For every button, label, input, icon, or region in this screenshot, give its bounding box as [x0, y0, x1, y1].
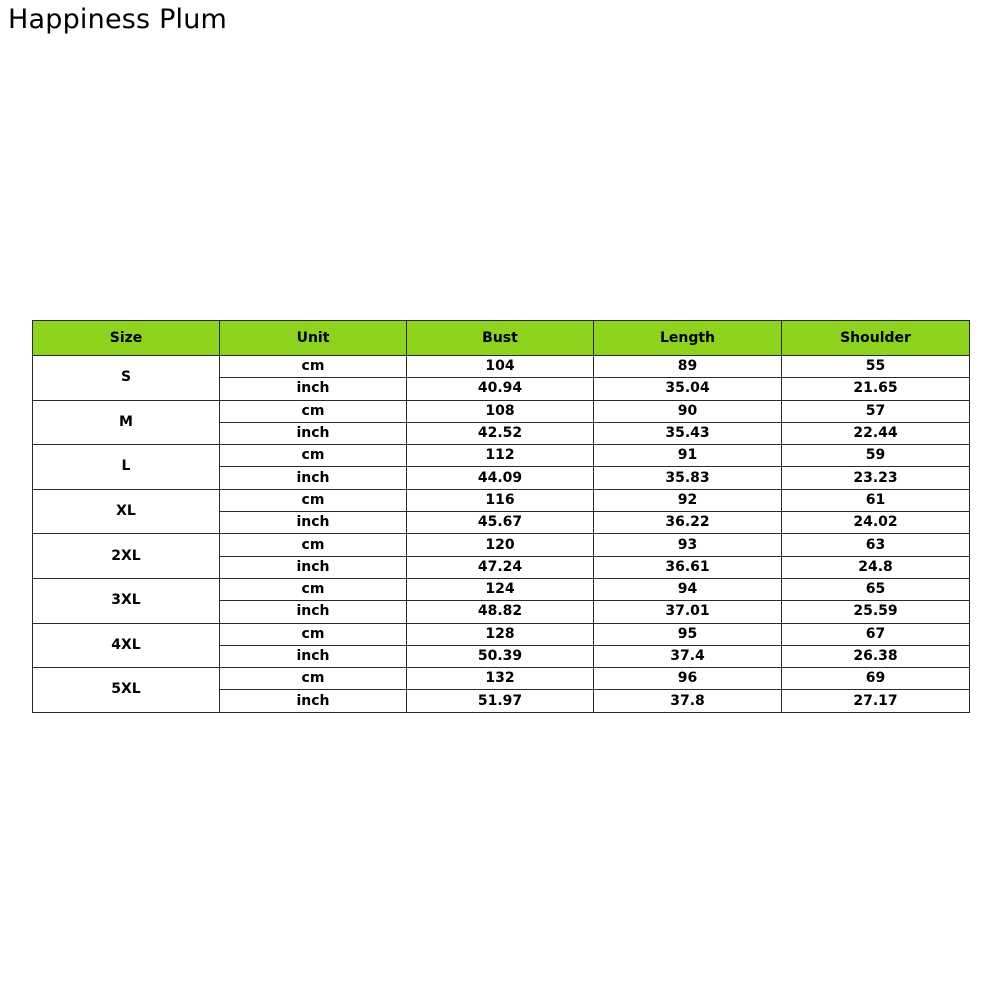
header-length: Length	[594, 321, 782, 356]
shoulder-cell: 24.8	[782, 556, 970, 578]
unit-cell: cm	[220, 623, 407, 645]
length-cell: 37.4	[594, 645, 782, 667]
table-body	[33, 356, 970, 713]
length-cell: 90	[594, 400, 782, 422]
unit-cell: cm	[220, 489, 407, 511]
length-cell: 35.04	[594, 378, 782, 400]
shoulder-cell: 22.44	[782, 422, 970, 444]
length-cell: 35.83	[594, 467, 782, 489]
length-cell: 37.01	[594, 601, 782, 623]
shoulder-cell: 61	[782, 489, 970, 511]
unit-cell: cm	[220, 534, 407, 556]
shoulder-cell: 55	[782, 356, 970, 378]
length-cell: 89	[594, 356, 782, 378]
bust-cell: 120	[407, 534, 594, 556]
shoulder-cell: 69	[782, 668, 970, 690]
bust-cell: 48.82	[407, 601, 594, 623]
shoulder-cell: 25.59	[782, 601, 970, 623]
header-row	[33, 321, 970, 356]
header-size: Size	[33, 321, 220, 356]
unit-cell: inch	[220, 556, 407, 578]
shoulder-cell: 65	[782, 578, 970, 600]
bust-cell: 45.67	[407, 512, 594, 534]
bust-cell: 124	[407, 578, 594, 600]
bust-cell: 50.39	[407, 645, 594, 667]
shoulder-cell: 67	[782, 623, 970, 645]
table-row	[33, 400, 970, 422]
bust-cell: 40.94	[407, 378, 594, 400]
size-label: S	[33, 356, 220, 401]
table-row	[33, 356, 970, 378]
header-bust: Bust	[407, 321, 594, 356]
header-unit: Unit	[220, 321, 407, 356]
length-cell: 36.22	[594, 512, 782, 534]
shoulder-cell: 21.65	[782, 378, 970, 400]
length-cell: 95	[594, 623, 782, 645]
bust-cell: 104	[407, 356, 594, 378]
bust-cell: 47.24	[407, 556, 594, 578]
header-shoulder: Shoulder	[782, 321, 970, 356]
unit-cell: inch	[220, 467, 407, 489]
bust-cell: 116	[407, 489, 594, 511]
size-label: 3XL	[33, 578, 220, 623]
table-row	[33, 578, 970, 600]
size-label: 2XL	[33, 534, 220, 579]
bust-cell: 108	[407, 400, 594, 422]
unit-cell: cm	[220, 400, 407, 422]
unit-cell: inch	[220, 422, 407, 444]
bust-cell: 132	[407, 668, 594, 690]
table-row	[33, 534, 970, 556]
table-row	[33, 668, 970, 690]
shoulder-cell: 26.38	[782, 645, 970, 667]
table-row	[33, 445, 970, 467]
size-label: XL	[33, 489, 220, 534]
unit-cell: inch	[220, 645, 407, 667]
unit-cell: cm	[220, 578, 407, 600]
bust-cell: 51.97	[407, 690, 594, 712]
shoulder-cell: 63	[782, 534, 970, 556]
length-cell: 37.8	[594, 690, 782, 712]
table-header	[33, 321, 970, 356]
length-cell: 35.43	[594, 422, 782, 444]
shoulder-cell: 57	[782, 400, 970, 422]
unit-cell: cm	[220, 668, 407, 690]
unit-cell: inch	[220, 690, 407, 712]
table-row	[33, 489, 970, 511]
size-chart-table	[32, 320, 970, 713]
size-label: 5XL	[33, 668, 220, 713]
size-label: L	[33, 445, 220, 490]
shoulder-cell: 24.02	[782, 512, 970, 534]
table-row	[33, 623, 970, 645]
length-cell: 96	[594, 668, 782, 690]
size-label: 4XL	[33, 623, 220, 668]
shoulder-cell: 27.17	[782, 690, 970, 712]
bust-cell: 44.09	[407, 467, 594, 489]
unit-cell: inch	[220, 512, 407, 534]
length-cell: 93	[594, 534, 782, 556]
length-cell: 94	[594, 578, 782, 600]
length-cell: 36.61	[594, 556, 782, 578]
size-label: M	[33, 400, 220, 445]
shoulder-cell: 23.23	[782, 467, 970, 489]
brand-title: Happiness Plum	[8, 4, 228, 35]
unit-cell: inch	[220, 601, 407, 623]
shoulder-cell: 59	[782, 445, 970, 467]
bust-cell: 42.52	[407, 422, 594, 444]
unit-cell: cm	[220, 445, 407, 467]
bust-cell: 112	[407, 445, 594, 467]
unit-cell: inch	[220, 378, 407, 400]
length-cell: 91	[594, 445, 782, 467]
unit-cell: cm	[220, 356, 407, 378]
bust-cell: 128	[407, 623, 594, 645]
length-cell: 92	[594, 489, 782, 511]
